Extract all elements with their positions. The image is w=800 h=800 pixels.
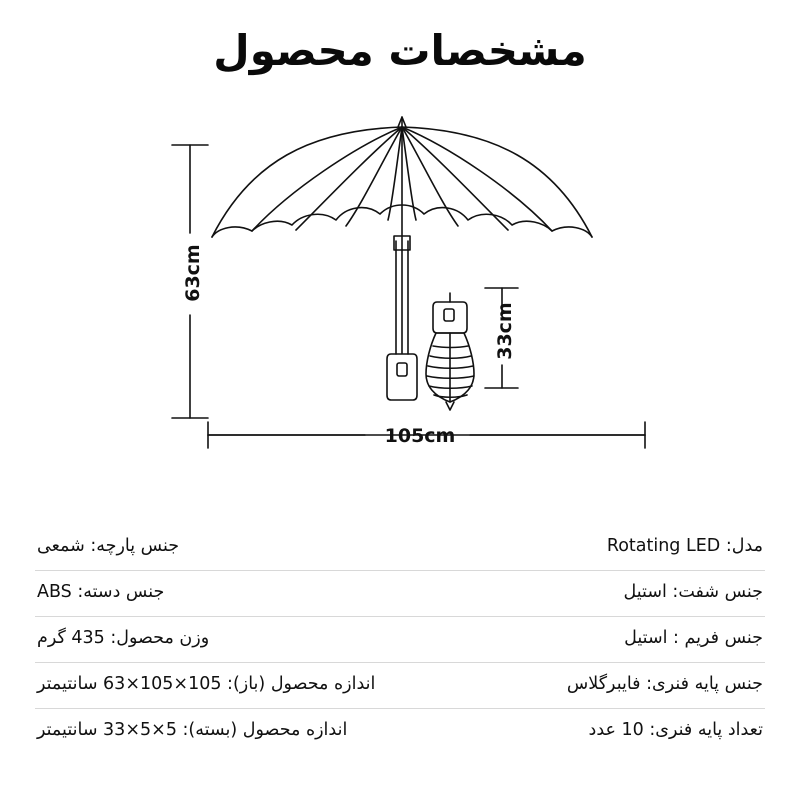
spec-cell-left: اندازه محصول (باز): 105×105×63 سانتیمتر [35,662,400,708]
table-row [35,570,765,616]
closed-height-dimension-label: 33cm [494,302,516,360]
table-row [35,662,765,708]
spec-cell-right: تعداد پایه فنری: 10 عدد [400,708,765,753]
product-dimension-diagram [100,110,700,500]
spec-cell-right: مدل: Rotating LED [606,536,763,556]
spec-cell-left: جنس پارچه: شمعی [37,536,180,556]
specifications-table [35,525,765,753]
open-height-dimension-label: 63cm [182,244,204,302]
spec-cell-right: جنس شفت: استیل [400,570,765,616]
page-title: مشخصات محصول [213,26,587,75]
spec-cell-right: جنس فریم : استیل [400,616,765,662]
spec-cell-left: جنس دسته: ABS [35,570,400,616]
table-row [35,708,765,753]
spec-cell-left: وزن محصول: 435 گرم [35,616,400,662]
spec-cell-left: اندازه محصول (بسته): 5×5×33 سانتیمتر [35,708,400,753]
width-dimension-label: 105cm [384,425,456,447]
spec-cell-right: جنس پایه فنری: فایبرگلاس [400,662,765,708]
table-row [35,616,765,662]
table-row [35,525,765,570]
